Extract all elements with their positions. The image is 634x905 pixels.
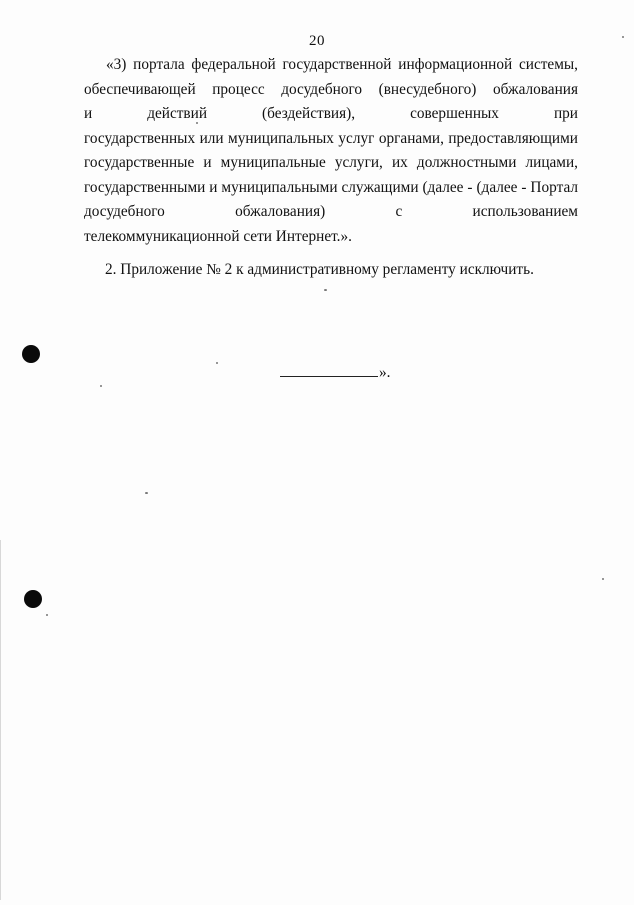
scan-speck bbox=[196, 122, 198, 124]
closing-rule bbox=[280, 376, 378, 377]
paragraph-line: 2. Приложение № 2 к административному регламенту исключить. bbox=[105, 261, 534, 278]
paragraph-line: «3) портала федеральной государственной информационной системы, bbox=[106, 56, 578, 73]
scan-speck bbox=[216, 362, 218, 364]
closing-mark bbox=[280, 364, 390, 382]
paragraph-line: и действий (бездействия), совершенных при bbox=[84, 105, 578, 122]
paragraph-line: государственных или муниципальных услуг органами, предоставляющими bbox=[84, 129, 578, 147]
scan-speck bbox=[622, 36, 624, 38]
paragraph-line: государственными и муниципальными служащими (далее - (далее - Портал bbox=[84, 178, 578, 196]
scan-speck bbox=[145, 492, 148, 494]
scan-speck bbox=[602, 578, 604, 580]
scan-speck bbox=[46, 614, 48, 616]
scan-edge bbox=[0, 540, 1, 900]
closing-quote: ». bbox=[379, 364, 391, 381]
paragraph-appendix-removal bbox=[105, 258, 565, 283]
paragraph-line: телекоммуникационной сети Интернет.». bbox=[84, 227, 352, 245]
paragraph-line: досудебного обжалования) с использованием bbox=[84, 203, 578, 220]
paragraph-line: государственные и муниципальные услуги, их должностными лицами, bbox=[84, 154, 578, 171]
scan-speck bbox=[324, 289, 327, 291]
paragraph-portal-clause bbox=[84, 53, 578, 249]
scan-speck bbox=[100, 385, 102, 387]
paragraph-line: обеспечивающей процесс досудебного (внесудебного) обжалования bbox=[84, 80, 578, 98]
punch-hole bbox=[22, 345, 40, 363]
punch-hole bbox=[24, 590, 42, 608]
page-number: 20 bbox=[309, 33, 325, 49]
